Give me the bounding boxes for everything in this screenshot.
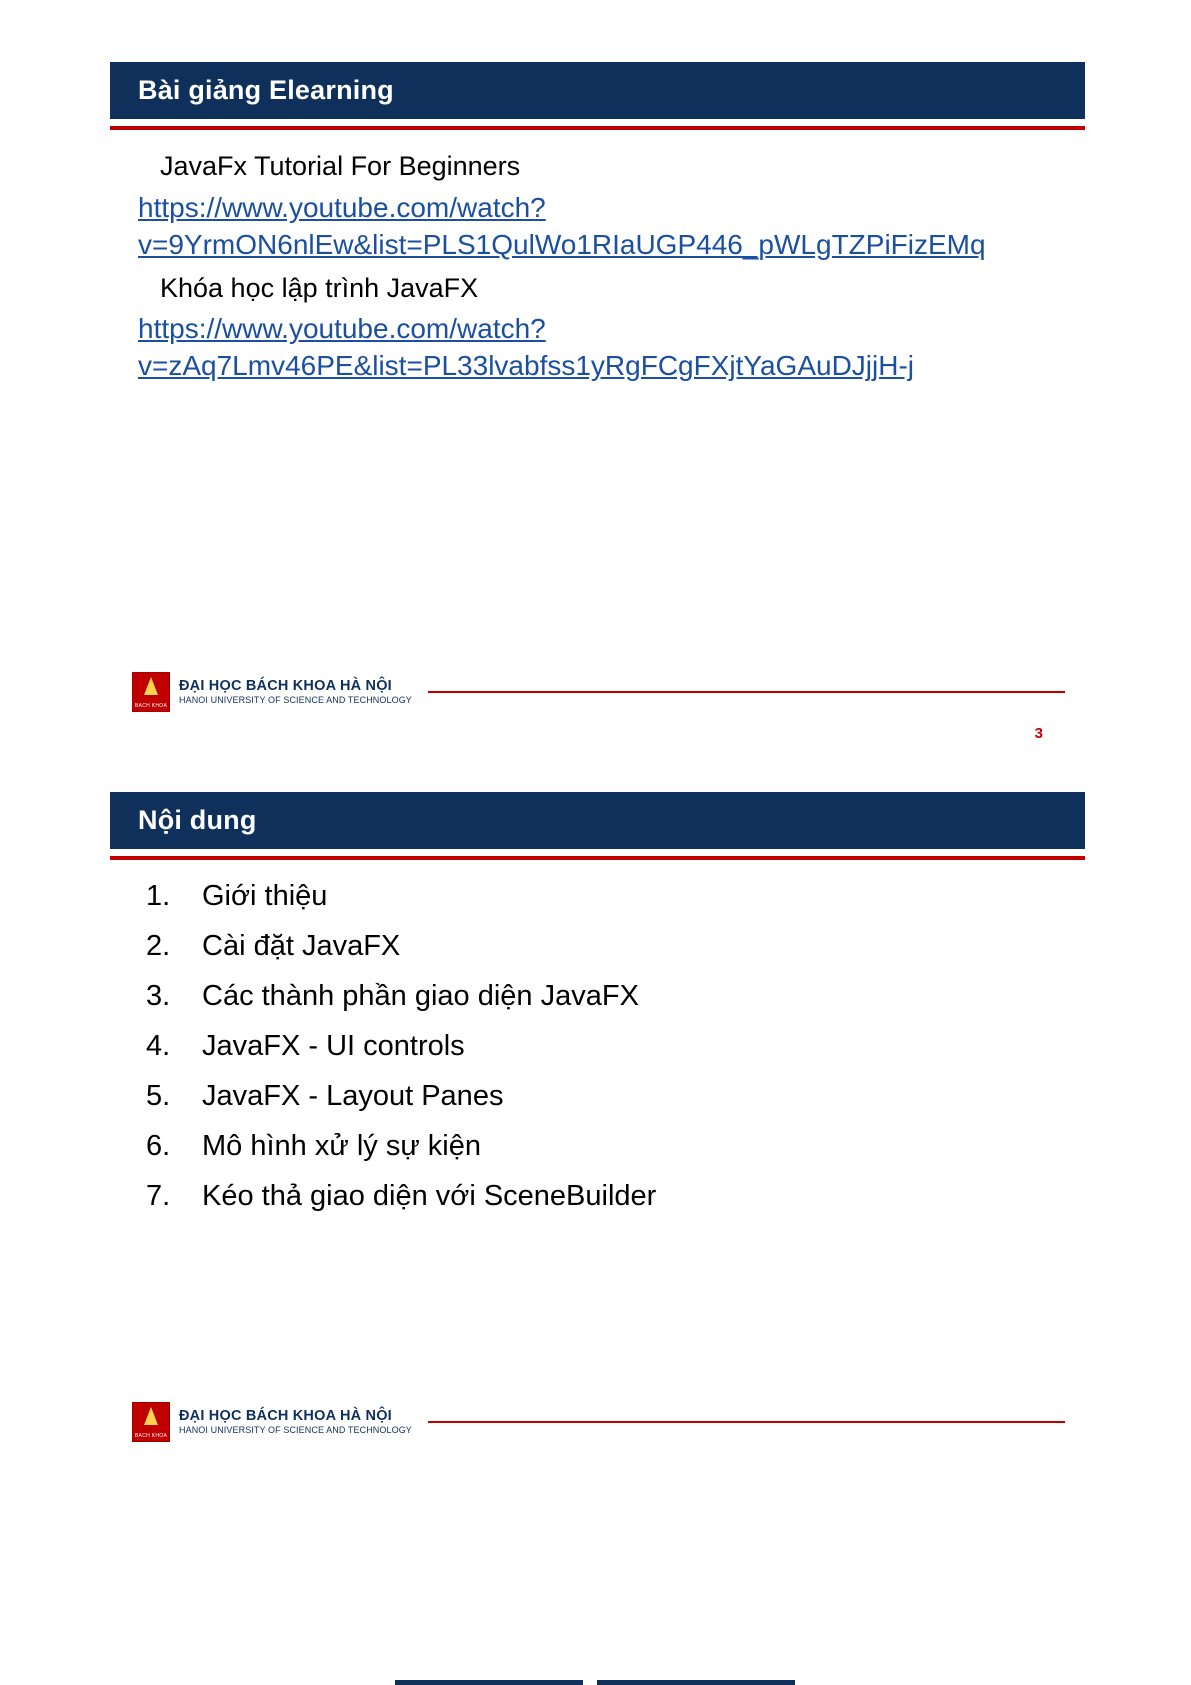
- list-item-number: 3.: [146, 980, 171, 1012]
- list-item-number: 2.: [146, 930, 171, 962]
- page-title-2: Nội dung: [138, 805, 257, 835]
- list-item-number: 1.: [146, 880, 171, 912]
- page-title: Bài giảng Elearning: [138, 75, 394, 105]
- list-item: [146, 1082, 1085, 1111]
- university-logo-icon: [132, 672, 170, 712]
- footer-divider: [428, 691, 1065, 693]
- list-item-label: Giới thiệu: [202, 880, 328, 912]
- logo-text: BACH KHOA: [134, 703, 168, 709]
- slide-title-bar-2: [110, 792, 1085, 849]
- list-item: [146, 982, 1085, 1011]
- list-item-number: 5.: [146, 1080, 171, 1112]
- list-item-label: Kéo thả giao diện với SceneBuilder: [202, 1180, 657, 1212]
- youtube-link-2[interactable]: https://www.youtube.com/watch?v=zAq7Lmv46PE&list=PL33lvabfss1yRgFCgFXjtYaGAuDJjjH-j: [138, 313, 915, 382]
- slide-elearning: [110, 62, 1085, 742]
- list-item-label: JavaFX - Layout Panes: [202, 1080, 504, 1112]
- bottom-edge-mark: [395, 1680, 795, 1685]
- slide-footer-2: [122, 1402, 1085, 1460]
- list-item: [146, 1032, 1085, 1061]
- list-item-label: Các thành phần giao diện JavaFX: [202, 980, 639, 1012]
- list-item-number: 4.: [146, 1030, 171, 1062]
- list-item-number: 6.: [146, 1130, 171, 1162]
- slide-body: [110, 130, 1085, 385]
- slide-noi-dung: [110, 792, 1085, 1472]
- university-logo-icon: [132, 1402, 170, 1442]
- toc-list: [110, 860, 1085, 1211]
- footer-divider: [428, 1421, 1065, 1423]
- university-name-en: HANOI UNIVERSITY OF SCIENCE AND TECHNOLOGY: [179, 694, 412, 705]
- university-name-vi: ĐẠI HỌC BÁCH KHOA HÀ NỘI: [179, 677, 392, 694]
- university-name-en: HANOI UNIVERSITY OF SCIENCE AND TECHNOLOGY: [179, 1424, 412, 1435]
- logo-text: BACH KHOA: [134, 1433, 168, 1439]
- list-item-label: Cài đặt JavaFX: [202, 930, 401, 962]
- list-item-label: JavaFX - UI controls: [202, 1030, 465, 1062]
- slide-footer: [122, 672, 1085, 742]
- list-item: [146, 1182, 1085, 1211]
- list-item-number: 7.: [146, 1180, 171, 1212]
- page-number: 3: [1034, 725, 1043, 742]
- university-name-vi: ĐẠI HỌC BÁCH KHOA HÀ NỘI: [179, 1407, 392, 1424]
- slide-title-bar: [110, 62, 1085, 119]
- youtube-link-1[interactable]: https://www.youtube.com/watch?v=9YrmON6nlEw&list=PLS1QulWo1RIaUGP446_pWLgTZPiFizEMq: [138, 191, 986, 260]
- course-title-2: Khóa học lập trình JavaFX: [160, 272, 479, 303]
- list-item: [146, 932, 1085, 961]
- list-item: [146, 882, 1085, 911]
- university-name-block: [179, 679, 412, 706]
- university-name-block: [179, 1409, 412, 1436]
- list-item: [146, 1132, 1085, 1161]
- course-title-1: JavaFx Tutorial For Beginners: [160, 151, 521, 181]
- list-item-label: Mô hình xử lý sự kiện: [202, 1130, 481, 1162]
